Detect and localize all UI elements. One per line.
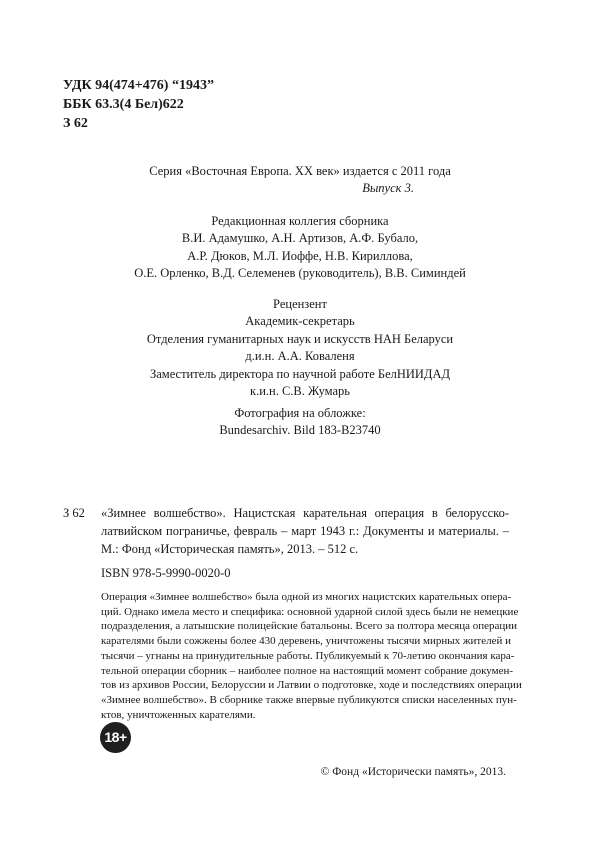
annotation-line: ций. Однако имела место и специфика: основной ударной силой здесь были не немецкие [101, 605, 519, 618]
reviewer-line: к.и.н. С.В. Жумарь [250, 384, 350, 399]
bibliographic-record [63, 505, 509, 558]
bibliographic-line: «Зимнее волшебство». Нацистская карательная операция в белорусско- [101, 506, 509, 520]
series-info [100, 163, 500, 198]
annotation-line: тысячи – угнаны на принудительные работы. Публикуемый к 70-летию окончания карa- [101, 649, 515, 662]
author-mark: З 62 [63, 116, 88, 131]
series-line: Серия «Восточная Европа. XX век» издается с 2011 года [149, 164, 451, 178]
issue-number: Выпуск 3. [362, 181, 414, 196]
cover-photo-source: Bundesarchiv. Bild 183-B23740 [219, 423, 381, 438]
cover-photo-credit [100, 405, 500, 440]
bibliographic-line: латвийском пограничье, февраль – март 1943 г.: Документы и материалы. – [101, 523, 509, 538]
reviewer-line: Академик-секретарь [245, 314, 355, 329]
annotation-line: тов из архивов России, Белоруссии и Латвии о подготовке, ходе и последствиях операции [101, 679, 522, 692]
copyright-notice: © Фонд «Исторически память», 2013. [320, 766, 506, 778]
editorial-board-members-line: О.Е. Орленко, В.Д. Селеменев (руководитель), В.В. Симиндей [134, 266, 466, 281]
annotation [101, 590, 522, 722]
reviewer-line: Отделения гуманитарных наук и искусств НАН Беларуси [146, 331, 454, 346]
annotation-line: подразделения, а латышские полицейские батальоны. Всего за полтора месяца операции [101, 620, 518, 633]
editorial-board-members-line: В.И. Адамушко, А.Н. Артизов, А.Ф. Бубало, [181, 231, 419, 246]
age-rating-badge: 18+ [100, 722, 131, 753]
bibliographic-line: М.: Фонд «Историческая память», 2013. – 512 с. [101, 541, 359, 556]
reviewer-line: Заместитель директора по научной работе БелНИИДАД [149, 366, 451, 381]
annotation-line: карателями были сожжены более 430 деревень, уничтожены тысячи мирных жителей и [101, 635, 511, 648]
bibliographic-code: З 62 [63, 506, 85, 520]
bbk-code: ББК 63.3(4 Бел)622 [63, 97, 184, 112]
annotation-line: ктов, уничтоженных карателями. [101, 708, 256, 721]
bibliographic-description [101, 505, 509, 558]
annotation-line: «Зимнее волшебство». В сборнике также впервые публикуются списки населенных пун- [101, 693, 517, 706]
udc-code: УДК 94(474+476) “1943” [63, 78, 214, 93]
isbn: ISBN 978-5-9990-0020-0 [101, 566, 231, 580]
annotation-line: тельной операции сборник – наиболее полное на настоящий момент собрание докумен- [101, 664, 514, 677]
editorial-board-members-line: А.Р. Дюков, М.Л. Иоффе, Н.В. Кириллова, [187, 248, 413, 263]
reviewer-line: д.и.н. А.А. Коваленя [245, 349, 355, 364]
annotation-line: Операция «Зимнее волшебство» была одной из многих нацистских карательных опера- [101, 591, 512, 603]
editorial-board [100, 213, 500, 283]
reviewers-block [100, 296, 500, 400]
reviewers-heading: Рецензент [273, 297, 327, 311]
cover-photo-heading: Фотография на обложке: [234, 406, 366, 420]
classification-block [63, 76, 214, 133]
editorial-board-heading: Редакционная коллегия сборника [211, 214, 389, 228]
